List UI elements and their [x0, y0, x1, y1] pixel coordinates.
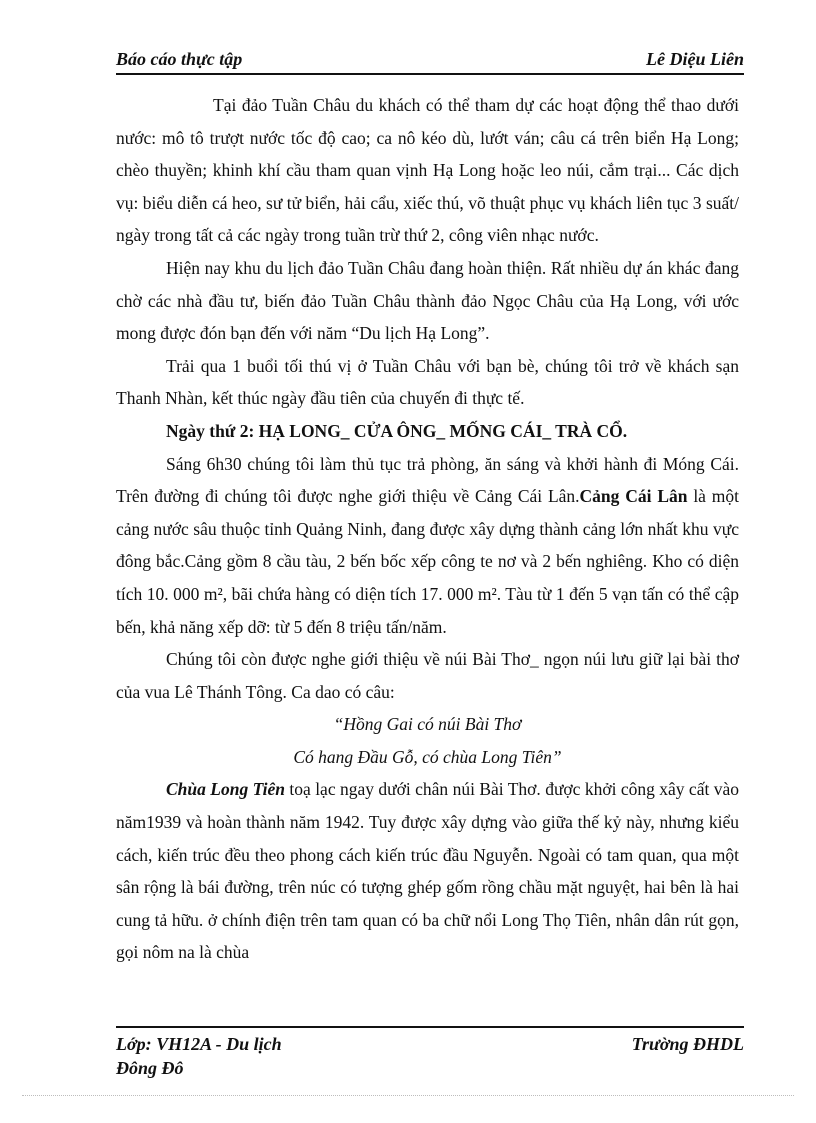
- poem-line-2: Có hang Đầu Gỗ, có chùa Long Tiên”: [293, 746, 562, 767]
- header-report-title: Báo cáo thực tập: [116, 49, 243, 69]
- paragraph-evening-return: Trải qua 1 buổi tối thú vị ở Tuần Châu với bạn bè, chúng tôi trở về khách sạn Thanh Nhàn, kết thúc ngày đầu tiên của chuyến đi thực tế.: [116, 355, 739, 409]
- paragraph-tuan-chau-development: Hiện nay khu du lịch đảo Tuần Châu đang hoàn thiện. Rất nhiều dự án khác đang chờ các nhà đầu tư, biến đảo Tuần Châu thành đảo Ngọc Châu của Hạ Long, với ước mong được đón bạn đến với năm “Du lịch Hạ Long”.: [116, 257, 739, 344]
- page-break-line: [22, 1095, 794, 1096]
- footer-school-name: Trường ĐHDL: [631, 1034, 744, 1054]
- page-body: [116, 89, 739, 969]
- poem-line-1: “Hồng Gai có núi Bài Thơ: [333, 714, 522, 735]
- header-author-name: Lê Diệu Liên: [646, 49, 744, 69]
- section-heading-day-2: Ngày thứ 2: HẠ LONG_ CỬA ÔNG_ MỐNG CÁI_ TRÀ CỔ.: [166, 420, 628, 441]
- page-footer: [116, 1026, 744, 1080]
- footer-class-name-line-2: Đông Đô: [116, 1058, 184, 1078]
- paragraph-cai-lan-port: [116, 448, 739, 644]
- footer-class-name: Lớp: VH12A - Du lịch: [116, 1034, 282, 1054]
- page-header: [116, 47, 744, 75]
- p6-bold-long-tien: Chùa Long Tiên: [166, 779, 286, 800]
- p4-text-a: Sáng 6h30 chúng tôi làm thủ tục trả phòng, ăn sáng và khởi hành đi Móng Cái. Trên đường đi chúng tôi được nghe giới thiệu về Cảng Cái Lân.: [116, 453, 739, 507]
- p4-bold-cai-lan: Cảng Cái Lân: [579, 486, 688, 507]
- paragraph-bai-tho-mountain: Chúng tôi còn được nghe giới thiệu về núi Bài Thơ_ ngọn núi lưu giữ lại bài thơ của vua Lê Thánh Tông. Ca dao có câu:: [116, 649, 739, 702]
- paragraph-tuan-chau-activities: Tại đảo Tuần Châu du khách có thể tham dự các hoạt động thể thao dưới nước: mô tô trượt nước tốc độ cao; ca nô kéo dù, lướt ván; câu cá trên biển Hạ Long; chèo thuyền; khinh khí cầu tham quan vịnh Hạ Long hoặc leo núi, cắm trại... Các dịch vụ: biểu diễn cá heo, sư tử biển, hải cẩu, xiếc thú, võ thuật phục vụ khách liên tục 3 suất/ ngày trong tất cả các ngày trong tuần trừ thứ 2, công viên nhạc nước.: [116, 95, 739, 246]
- p4-text-b: là một cảng nước sâu thuộc tỉnh Quảng Ninh, đang được xây dựng thành cảng lớn nhất khu vực đông bắc.Cảng gồm 8 cầu tàu, 2 bến bốc xếp công te nơ và 2 bến nghiêng. Kho có diện tích 10. 000 m², bãi chứa hàng có diện tích 17. 000 m². Tàu từ 1 đến 5 vạn tấn có thể cập bến, khả năng xếp dỡ: từ 5 đến 8 triệu tấn/năm.: [116, 486, 739, 637]
- paragraph-long-tien-pagoda: [116, 773, 739, 969]
- p6-text: toạ lạc ngay dưới chân núi Bài Thơ. được khởi công xây cất vào năm1939 và hoàn thành năm 1942. Tuy được xây dựng vào giữa thế kỷ này, nhưng kiểu cách, kiến trúc đều theo phong cách kiến trúc đầu Nguyễn. Ngoài có tam quan, qua một sân rộng là bái đường, trên núc có tượng ghép gốm rồng chầu mặt nguyệt, hai bên là hai cung tả hữu. ở chính điện trên tam quan có ba chữ nổi Long Thọ Tiên, nhân dân rút gọn, gọi nôm na là chùa: [116, 779, 739, 963]
